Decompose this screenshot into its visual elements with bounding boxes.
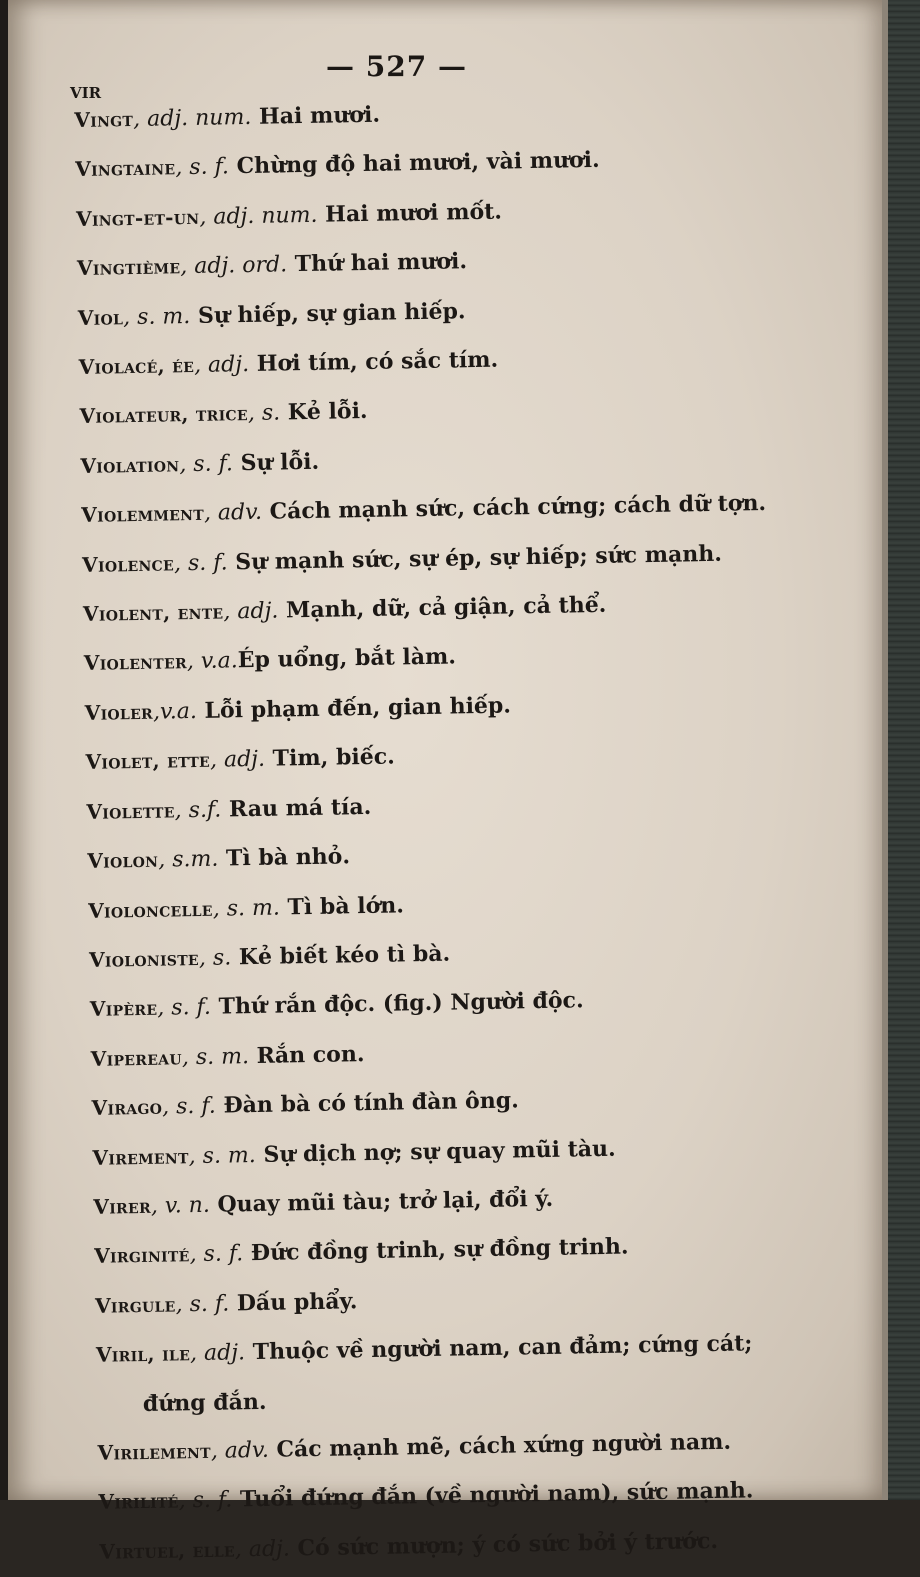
entry-grammar: , adv. [203,500,263,527]
entry-definition: đứng đắn. [142,1388,267,1417]
dictionary-page [8,0,883,1564]
entry-grammar: , s. f. [175,1291,230,1318]
entry-headword: Violation [80,452,180,478]
entry-definition: Quay mũi tàu; trở lại, đổi ý. [209,1185,554,1218]
entry-grammar: , s. f. [179,451,234,478]
entry-headword: Virer [93,1193,152,1219]
entry-list [74,83,820,1577]
entry-headword: Violacé, ée [78,352,195,379]
entry-grammar: , adj. [193,352,250,378]
entry-definition: Ép uổng, bắt làm. [237,643,457,674]
entry-grammar: , s.f. [174,797,222,824]
entry-headword: Virilement [97,1438,212,1465]
entry-headword: Violenter [83,649,188,676]
entry-definition: Rắn con. [248,1040,365,1069]
entry-grammar: , s. m. [188,1142,257,1169]
entry-grammar: , adj. num. [132,104,252,132]
entry-grammar: , s. m. [181,1043,250,1070]
entry-headword: Viril, ile [95,1341,191,1367]
entry-definition: Hai mươi mốt. [317,198,503,228]
entry-definition: Sự hiếp, sự gian hiếp. [190,297,466,329]
entry-headword: Violon [87,847,159,873]
entry-headword: Vipereau [90,1044,183,1071]
entry-definition: Lỗi phạm đến, gian hiếp. [196,692,512,724]
entry-grammar: , adj. [209,747,266,774]
entry-grammar: , adj. [189,1340,246,1367]
entry-definition: Chừng độ hai mươi, vài mươi. [228,147,600,180]
entry-definition: Rau má tía. [221,793,372,823]
running-head: VIR [70,84,102,102]
entry-grammar: , s. f. [161,1093,217,1120]
entry-grammar: , v.a. [186,648,239,675]
entry-grammar: , v. n. [150,1192,211,1219]
entry-definition: Mạnh, dữ, cả giận, cả thể. [278,591,607,624]
entry-grammar: , s. f. [178,1487,233,1514]
entry-definition: Tuổi đứng đắn (về người nam), sức mạnh. [232,1477,754,1513]
entry-grammar: , adv. [210,1437,270,1464]
entry-headword: Vingtaine [75,155,176,182]
entry-headword: Vingt-et-un [75,204,200,231]
entry-grammar: , adj. ord. [180,252,288,280]
entry-definition: Cách mạnh sức, cách cứng; cách dữ tợn. [261,490,767,526]
entry-headword: Virago [91,1094,163,1120]
entry-definition: Sự mạnh sức, sự ép, sự hiếp; sức mạnh. [227,540,723,576]
entry-grammar: , adj. [223,598,279,625]
entry-grammar: , adj. [234,1536,291,1563]
entry-headword: Virgule [94,1292,176,1318]
entry-grammar: , s. m. [212,895,281,922]
entry-grammar: , s.m. [158,846,219,873]
entry-grammar: , adj. num. [199,202,318,230]
entry-grammar: , s. f. [175,154,230,181]
entry-definition: Dấu phẩy. [228,1287,358,1317]
entry-definition: Tì bà lớn. [279,891,405,921]
entry-headword: Vipère [89,995,158,1022]
entry-headword: Violoncelle [88,896,213,923]
entry-definition: Thuộc về người nam, can đảm; cứng cát; [244,1330,753,1366]
entry-headword: Violemment [81,501,205,528]
entry-headword: Vingtième [76,254,181,281]
entry-headword: Virement [92,1143,189,1170]
entry-definition: Sự dịch nợ; sự quay mũi tàu. [255,1135,616,1168]
entry-headword: Violent, ente [82,599,224,626]
entry-definition: Có sức mượn; ý có sức bởi ý trước. [289,1527,719,1562]
entry-definition: Thứ hai mươi. [286,248,468,278]
entry-headword: Violette [86,798,175,824]
entry-definition: Hơi tím, có sắc tím. [248,346,499,378]
book-page-edge [882,0,920,1500]
entry-definition: Tì bà nhỏ. [218,843,351,872]
entry-definition: Sự lỗi. [232,448,320,477]
entry-headword: Virginité [94,1242,190,1269]
entry-grammar: ,v.a. [152,698,198,725]
entry-definition: Kẻ lỗi. [279,398,368,426]
entry-grammar: , s. f. [189,1241,244,1268]
entry-headword: Vingt [74,106,134,132]
entry-grammar: , s. m. [122,303,191,330]
page-number: — 527 — [326,50,467,83]
entry-definition: Đức đồng trinh, sự đồng trinh. [242,1233,629,1267]
entry-headword: Violence [81,550,175,577]
entry-grammar: , s. f. [157,995,212,1021]
entry-headword: Violateur, trice [79,401,249,429]
entry-definition: Thứ rắn độc. (fig.) Người độc. [210,987,584,1021]
entry-headword: Violet, ette [85,748,211,775]
entry-headword: Viol [77,304,124,330]
entry-definition: Các mạnh mẽ, cách xứng người nam. [268,1428,732,1463]
entry-grammar: , s. [198,945,232,971]
entry-definition: Kẻ biết kéo tì bà. [230,940,451,971]
entry-definition: Tim, biếc. [264,743,395,773]
entry-definition: Hai mươi. [251,101,381,130]
entry-headword: Violer [84,699,154,725]
entry-grammar: , s. [247,400,281,427]
entry-headword: Violoniste [88,945,200,972]
entry-grammar: , s. f. [173,550,228,576]
entry-headword: Virtuel, elle [99,1537,236,1564]
entry-headword: Virilité [98,1488,179,1515]
entry-definition: Đàn bà có tính đàn ông. [215,1087,519,1119]
